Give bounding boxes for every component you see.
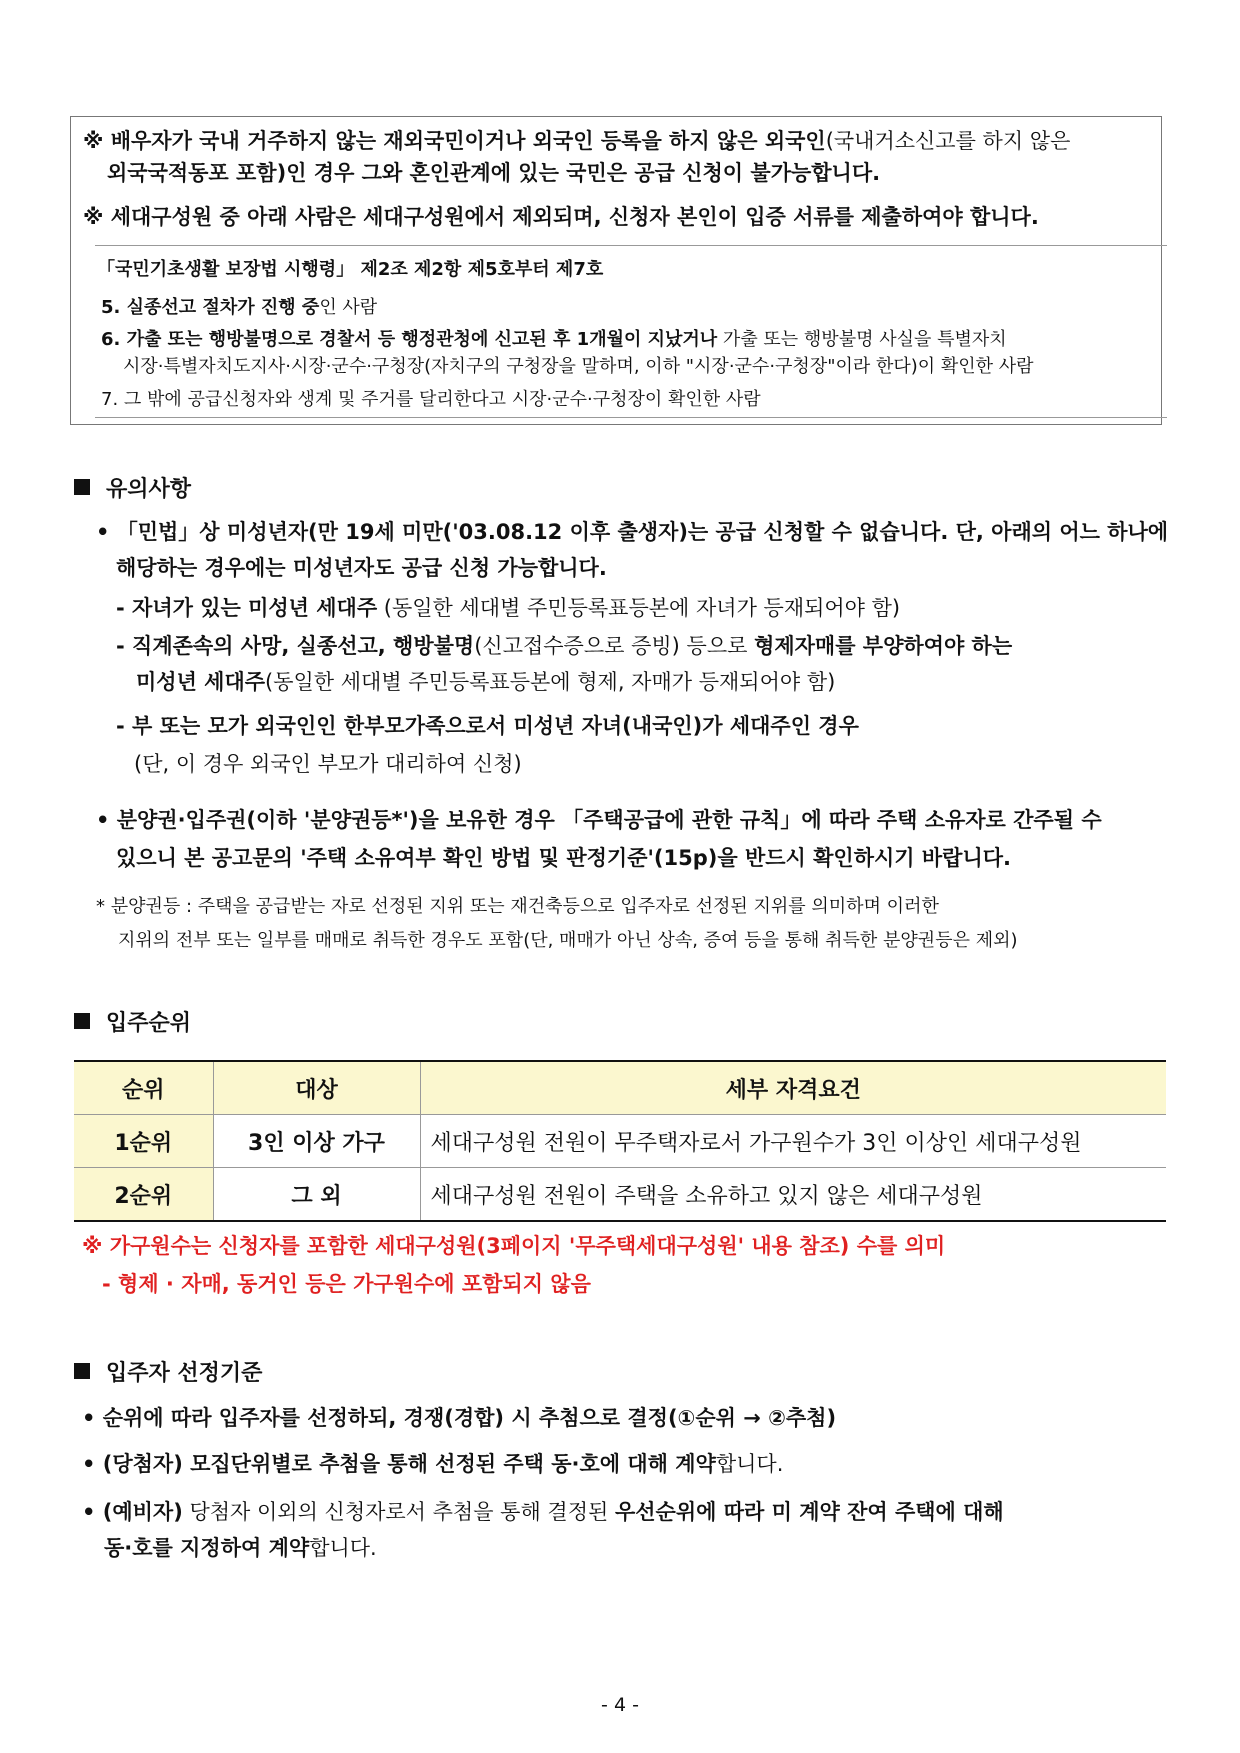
law-item-6-cont: 시장·특별자치도지사·시장·군수·구청장(자치구의 구청장을 말하며, 이하 "시장·군수·구청장"이라 한다)이 확인한 사람 [123,356,1034,377]
footnote: * 분양권등 : 주택을 공급받는 자로 선정된 지위 또는 재건축등으로 입주자로 선정된 지위를 의미하며 이러한 [96,896,939,917]
column-header: 순위 [74,1061,213,1115]
target-cell: 그 외 [213,1168,420,1222]
selection-item-3: • (예비자) 당첨자 이외의 신청자로서 추첨을 통해 결정된 우선순위에 따라 미 계약 잔여 주택에 대해 [82,1500,1004,1524]
notes-bullet-2-cont: 있으니 본 공고문의 '주택 소유여부 확인 방법 및 판정기준'(15p)을 반드시 확인하시기 바랍니다. [116,846,1012,870]
table-row [74,1168,1166,1222]
rank-cell: 1순위 [74,1115,213,1168]
notes-bullet-2: • 분양권·입주권(이하 '분양권등*')을 보유한 경우 「주택공급에 관한 규칙」에 따라 주택 소유자로 간주될 수 [96,808,1102,832]
square-bullet-icon [74,1363,90,1379]
target-cell: 3인 이상 가구 [213,1115,420,1168]
divider [95,417,1167,418]
selection-item-1: • 순위에 따라 입주자를 선정하되, 경쟁(경합) 시 추첨으로 결정(①순위 → ②추첨) [82,1406,837,1430]
section-heading-notes: 유의사항 [74,472,191,503]
footnote-cont: 지위의 전부 또는 일부를 매매로 취득한 경우도 포함(단, 매매가 아닌 상속, 증여 등을 통해 취득한 분양권등은 제외) [118,930,1018,951]
notes-dash-2: - 직계존속의 사망, 실종선고, 행방불명(신고접수증으로 증빙) 등으로 형제자매를 부양하여야 하는 [116,634,1013,658]
notes-dash-3: - 부 또는 모가 외국인인 한부모가족으로서 미성년 자녀(내국인)가 세대주인 경우 [116,714,859,738]
law-title: 「국민기초생활 보장법 시행령」 제2조 제2항 제5호부터 제7호 [97,259,604,280]
notes-dash-1: - 자녀가 있는 미성년 세대주 (동일한 세대별 주민등록표등본에 자녀가 등재되어야 함) [116,596,901,620]
law-item-5: 5. 실종선고 절차가 진행 중인 사람 [101,297,378,318]
notice-line-3: ※ 세대구성원 중 아래 사람은 세대구성원에서 제외되며, 신청자 본인이 입증 서류를 제출하여야 합니다. [83,205,1039,229]
notice-box [70,116,1162,425]
table-header-row [74,1061,1166,1115]
selection-item-3-cont: 동·호를 지정하여 계약합니다. [104,1536,377,1560]
selection-item-2: • (당첨자) 모집단위별로 추첨을 통해 선정된 주택 동·호에 대해 계약합니다. [82,1452,784,1476]
table-row [74,1115,1166,1168]
law-item-6: 6. 가출 또는 행방불명으로 경찰서 등 행정관청에 신고된 후 1개월이 지났거나 가출 또는 행방불명 사실을 특별자치 [101,329,1007,350]
notes-dash-2-cont: 미성년 세대주(동일한 세대별 주민등록표등본에 형제, 자매가 등재되어야 함) [136,670,836,694]
notes-bullet-1-cont: 해당하는 경우에는 미성년자도 공급 신청 가능합니다. [116,556,607,580]
rank-note-2: - 형제 · 자매, 동거인 등은 가구원수에 포함되지 않음 [102,1272,591,1296]
rank-cell: 2순위 [74,1168,213,1222]
section-heading-selection: 입주자 선정기준 [74,1356,262,1387]
requirement-cell: 세대구성원 전원이 주택을 소유하고 있지 않은 세대구성원 [420,1168,1166,1222]
notes-dash-3-cont: (단, 이 경우 외국인 부모가 대리하여 신청) [134,752,522,776]
page-number: - 4 - [601,1694,639,1716]
square-bullet-icon [74,1013,90,1029]
notice-line-2: 외국국적동포 포함)인 경우 그와 혼인관계에 있는 국민은 공급 신청이 불가능합니다. [107,161,881,185]
column-header: 대상 [213,1061,420,1115]
notes-bullet-1: • 「민법」상 미성년자(만 19세 미만('03.08.12 이후 출생자)는 공급 신청할 수 없습니다. 단, 아래의 어느 하나에 [96,520,1169,544]
rank-note-1: ※ 가구원수는 신청자를 포함한 세대구성원(3페이지 '무주택세대구성원' 내용 참조) 수를 의미 [82,1234,946,1258]
column-header: 세부 자격요건 [420,1061,1166,1115]
notice-line-1: ※ 배우자가 국내 거주하지 않는 재외국민이거나 외국인 등록을 하지 않은 외국인(국내거소신고를 하지 않은 [83,129,1071,153]
rank-table [74,1060,1166,1222]
divider [95,245,1167,246]
requirement-cell: 세대구성원 전원이 무주택자로서 가구원수가 3인 이상인 세대구성원 [420,1115,1166,1168]
square-bullet-icon [74,479,90,495]
section-heading-rank: 입주순위 [74,1006,191,1037]
law-item-7: 7. 그 밖에 공급신청자와 생계 및 주거를 달리한다고 시장·군수·구청장이 확인한 사람 [101,389,761,410]
